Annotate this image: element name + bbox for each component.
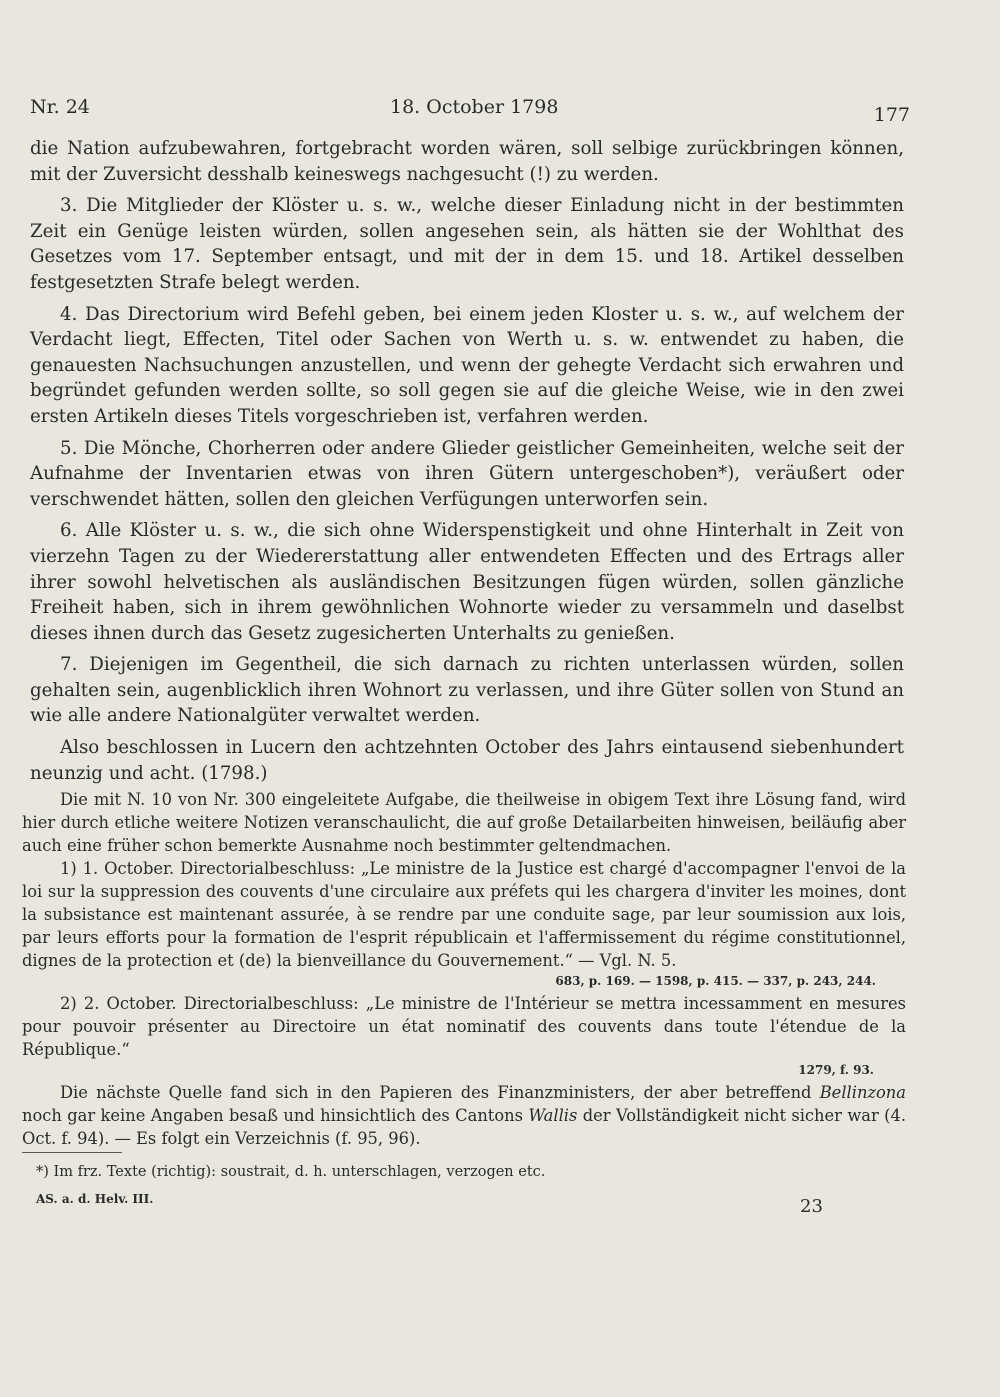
folio-number: 23 — [800, 1196, 823, 1217]
notes-closing — [22, 1081, 906, 1150]
document-date: 18. October 1798 — [390, 96, 559, 118]
note-2-reference: 1279, f. 93. — [798, 1063, 874, 1077]
paragraph-continuation: die Nation aufzubewahren, fortgebracht worden wären, soll selbige zurückbringen können, mit der Zuversicht desshalb keineswegs nachgesucht (!) zu werden. — [30, 138, 904, 185]
signature-mark: AS. a. d. Helv. III. — [36, 1192, 154, 1206]
note-1-reference: 683, p. 169. — 1598, p. 415. — 337, p. 243, 244. — [555, 974, 876, 988]
notes-intro: Die mit N. 10 von Nr. 300 eingeleitete Aufgabe, die theilweise in obigem Text ihre Lösung fand, wird hier durch etliche weitere Notizen veranschaulicht, die auf große Detailarbeiten hinweisen, beiläufig aber auch eine früher schon bemerkte Ausnahme noch bestimmter geltendmachen. — [22, 790, 906, 855]
editorial-notes — [22, 788, 906, 1150]
closing-text-2: noch gar keine Angaben besaß und hinsichtlich des Cantons — [22, 1106, 529, 1125]
article-4: 4. Das Directorium wird Befehl geben, bei einem jeden Kloster u. s. w., auf welchem der Verdacht liegt, Effecten, Titel oder Sachen von Werth u. s. w. entwendet zu haben, die genauesten Nachsuchungen anzustellen, und wenn der gehegte Verdacht sich erwahren und begründet gefunden werden sollte, so soll gegen sie auf die gleiche Weise, wie in den zwei ersten Artikeln dieses Titels vorgeschrieben ist, verfahren werden. — [30, 303, 904, 427]
footnote: *) Im frz. Texte (richtig): soustrait, d. h. unterschlagen, verzogen etc. — [36, 1164, 546, 1180]
note-2: 2) 2. October. Directorialbeschluss: „Le ministre de l'Intérieur se mettra incessamment en mesures pour pouvoir présenter au Directoire un état nominatif des couvents dans toute l'étendue de la République.“ — [22, 994, 906, 1059]
conclusion-paragraph: Also beschlossen in Lucern den achtzehnten October des Jahrs eintausend siebenhundert neunzig und acht. (1798.) — [30, 737, 904, 784]
page-number: 177 — [873, 104, 910, 126]
note-1: 1) 1. October. Directorialbeschluss: „Le ministre de la Justice est chargé d'accompagner l'envoi de la loi sur la suppression des couvents d'une circulaire aux préfets qui les chargera d'inviter les moines, dont la subsistance est maintenant assurée, à se rendre par une conduite sage, par leur soumission aux lois, par leurs efforts pour la formation de l'esprit républicain et l'affermissement du régime constitutionnel, dignes de la protection et (de) la bienveillance du Gouvernement.“ — Vgl. N. 5. — [22, 859, 906, 970]
footnote-divider — [22, 1152, 122, 1153]
closing-text-1: Die nächste Quelle fand sich in den Papieren des Finanzministers, der aber betreffend — [60, 1083, 820, 1102]
page-header — [30, 96, 910, 126]
article-6: 6. Alle Klöster u. s. w., die sich ohne Widerspenstigkeit und ohne Hinterhalt in Zeit von vierzehn Tagen zu der Wiedererstattung aller entwendeten Effecten und des Ertrags aller ihrer sowohl helvetischen als ausländischen Besitzungen fügen würden, sollen gänzliche Freiheit haben, sich in ihrem gewöhnlichen Wohnorte wieder zu versammeln und daselbst dieses ihnen durch das Gesetz zugesicherten Unterhalts zu genießen. — [30, 520, 904, 644]
place-wallis: Wallis — [528, 1106, 578, 1125]
article-5: 5. Die Mönche, Chorherren oder andere Glieder geistlicher Gemeinheiten, welche seit der Aufnahme der Inventarien etwas von ihren Gütern untergeschoben*), veräußert oder verschwendet hätten, sollen den gleichen Verfügungen unterworfen sein. — [30, 437, 904, 510]
place-bellinzona: Bellinzona — [819, 1083, 906, 1102]
document-number: Nr. 24 — [30, 96, 90, 118]
closing-text-3: der Vollständigkeit nicht sicher war (4. Oct. f. 94). — Es folgt ein Verzeichnis (f. 95, 96). — [22, 1106, 906, 1148]
article-7: 7. Diejenigen im Gegentheil, die sich darnach zu richten unterlassen würden, sollen gehalten sein, augenblicklich ihren Wohnort zu verlassen, und ihre Güter sollen von Stund an wie alle andere Nationalgüter verwaltet werden. — [30, 654, 904, 727]
main-text — [30, 136, 904, 792]
article-3: 3. Die Mitglieder der Klöster u. s. w., welche dieser Einladung nicht in der bestimmten Zeit ein Genüge leisten würden, sollen angesehen sein, als hätten sie der Wohlthat des Gesetzes vom 17. September entsagt, und mit der in dem 15. und 18. Artikel desselben festgesetzten Strafe belegt werden. — [30, 195, 904, 293]
